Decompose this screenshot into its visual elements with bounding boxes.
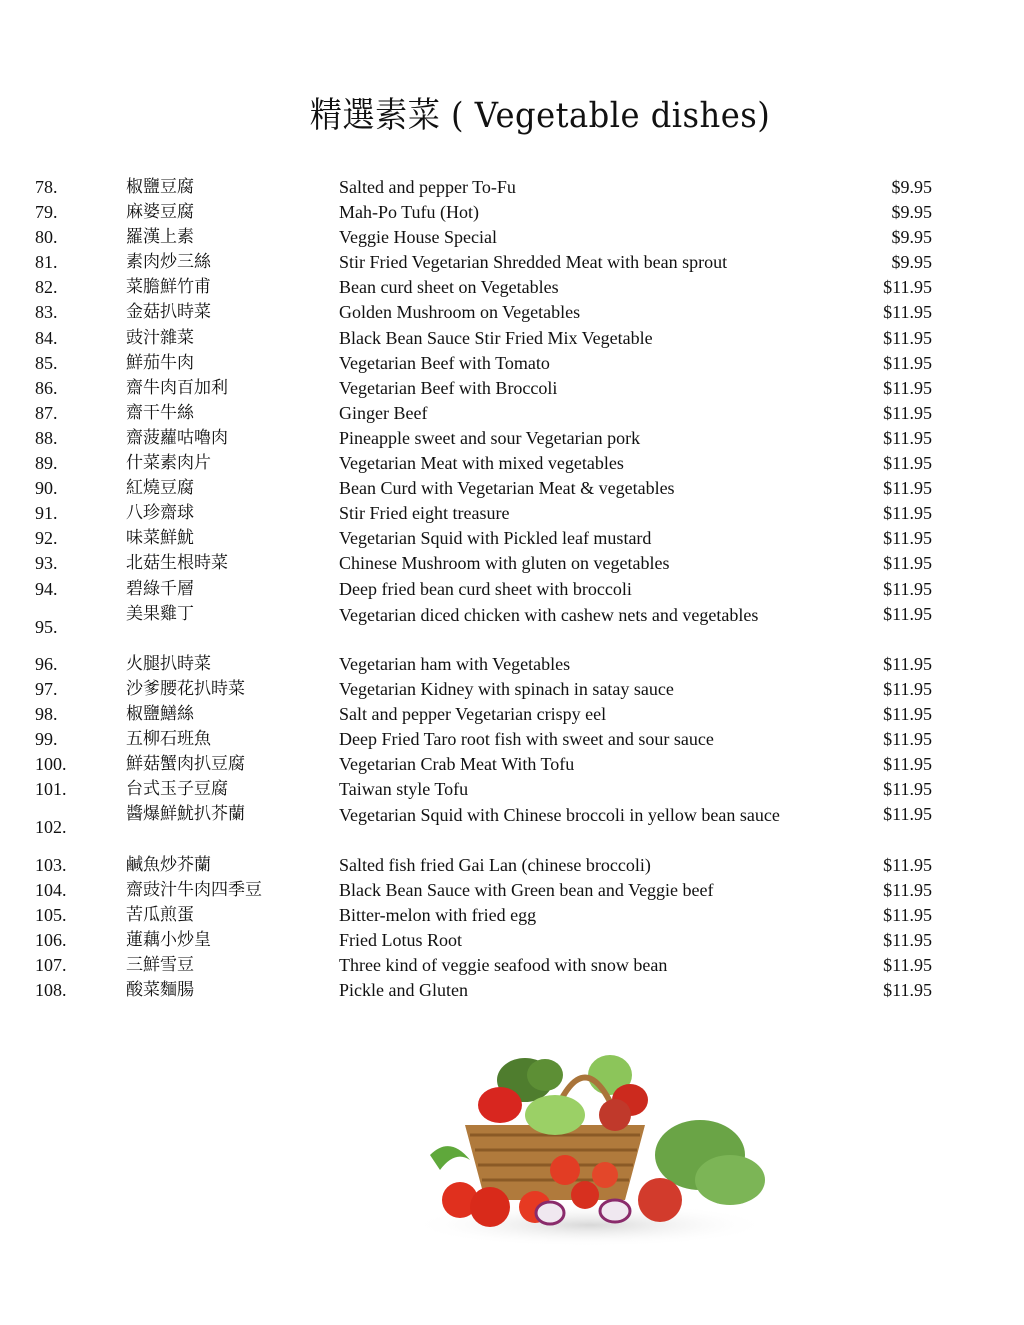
menu-item-price: $11.95: [883, 603, 932, 624]
menu-item-chinese-name: 齋牛肉百加利: [126, 377, 228, 398]
vegetable-basket-image: [400, 1035, 780, 1250]
menu-item-english-name: Pickle and Gluten: [339, 980, 468, 1000]
menu-item-price: $11.95: [883, 729, 932, 750]
menu-item-chinese-name: 鮮菇蟹肉扒豆腐: [126, 754, 245, 775]
menu-item: [0, 602, 1024, 652]
menu-item-number: 86.: [35, 377, 58, 398]
menu-item-english-name: Bean Curd with Vegetarian Meat & vegetables: [339, 478, 675, 499]
menu-item-number: 87.: [35, 402, 58, 423]
menu-item: [0, 225, 1024, 250]
menu-item: [0, 200, 1024, 225]
menu-item-chinese-name: 三鮮雪豆: [126, 954, 194, 975]
menu-item: [0, 501, 1024, 526]
menu-item-price: $11.95: [883, 879, 932, 900]
menu-item-chinese-name: 麻婆豆腐: [126, 202, 194, 223]
menu-item-price: $11.95: [883, 703, 932, 724]
menu-item-english-name: Deep fried bean curd sheet with broccoli: [339, 578, 632, 599]
menu-item-number: 96.: [35, 653, 58, 674]
menu-item-english-name: Ginger Beef: [339, 402, 428, 423]
menu-item-english-name: Vegetarian Squid with Pickled leaf mustard: [339, 528, 652, 549]
menu-item: [0, 476, 1024, 501]
menu-item-english-name: Vegetarian ham with Vegetables: [339, 653, 571, 674]
menu-item-chinese-name: 沙爹腰花扒時菜: [126, 678, 245, 699]
menu-item-english-name: Black Bean Sauce with Green bean and Veggie beef: [339, 879, 714, 900]
menu-item: [0, 702, 1024, 727]
menu-item-chinese-name: 紅燒豆腐: [126, 478, 194, 499]
page-title: 精選素菜 ( Vegetable dishes): [309, 96, 771, 136]
menu-item-chinese-name: 美果雞丁: [126, 603, 194, 624]
menu-item-number: 106.: [35, 929, 67, 950]
menu-item-number: 90.: [35, 478, 58, 499]
menu-item: [0, 802, 1024, 852]
menu-list: [0, 175, 1024, 1003]
menu-item-number: 94.: [35, 578, 58, 599]
menu-item-price: $9.95: [891, 227, 932, 248]
menu-item-price: $11.95: [883, 578, 932, 599]
menu-item-english-name: Black Bean Sauce Stir Fried Mix Vegetable: [339, 327, 653, 348]
menu-item-price: $11.95: [883, 503, 932, 524]
menu-item-chinese-name: 齋干牛絲: [126, 402, 194, 423]
menu-item-chinese-name: 椒鹽鱔絲: [126, 703, 194, 724]
menu-item-number: 100.: [35, 754, 67, 775]
menu-item-chinese-name: 蓮藕小炒皇: [126, 929, 211, 950]
menu-item: [0, 903, 1024, 928]
menu-item-number: 95.: [35, 616, 58, 637]
menu-item-number: 79.: [35, 202, 58, 223]
menu-item-english-name: Veggie House Special: [339, 227, 497, 248]
menu-item: [0, 326, 1024, 351]
menu-item-chinese-name: 齋豉汁牛肉四季豆: [126, 879, 262, 900]
menu-item-price: $11.95: [883, 904, 932, 925]
menu-item-english-name: Golden Mushroom on Vegetables: [339, 302, 581, 323]
menu-item-english-name: Salted and pepper To-Fu: [339, 177, 516, 197]
menu-item-number: 78.: [35, 177, 58, 197]
menu-item-english-name: Salt and pepper Vegetarian crispy eel: [339, 703, 607, 724]
menu-item-price: $11.95: [883, 377, 932, 398]
menu-item-chinese-name: 菜膽鮮竹甫: [126, 277, 211, 298]
menu-item: [0, 928, 1024, 953]
menu-item-chinese-name: 北菇生根時菜: [126, 553, 228, 574]
menu-item-number: 84.: [35, 327, 58, 348]
menu-item-number: 83.: [35, 302, 58, 323]
menu-item-chinese-name: 鮮茄牛肉: [126, 352, 194, 373]
menu-item: [0, 978, 1024, 1003]
menu-item-number: 85.: [35, 352, 58, 373]
menu-item: [0, 727, 1024, 752]
menu-item-price: $11.95: [883, 402, 932, 423]
menu-item-number: 101.: [35, 779, 67, 800]
menu-item-number: 107.: [35, 954, 67, 975]
menu-item-english-name: Stir Fried Vegetarian Shredded Meat with bean sprout: [339, 252, 728, 273]
menu-item-chinese-name: 齋菠蘿咕嚕肉: [126, 427, 228, 448]
menu-item: [0, 878, 1024, 903]
menu-item-english-name: Taiwan style Tofu: [339, 779, 469, 800]
menu-item-price: $11.95: [883, 854, 932, 875]
menu-item-chinese-name: 羅漢上素: [126, 227, 194, 248]
menu-item-english-name: Stir Fried eight treasure: [339, 503, 510, 524]
menu-item-number: 91.: [35, 503, 58, 524]
menu-item-number: 103.: [35, 854, 67, 875]
menu-item-english-name: Bitter-melon with fried egg: [339, 904, 537, 925]
menu-item: [0, 577, 1024, 602]
menu-item-chinese-name: 什菜素肉片: [126, 453, 211, 474]
menu-item-chinese-name: 苦瓜煎蛋: [126, 904, 194, 925]
menu-item: [0, 451, 1024, 476]
menu-item-price: $11.95: [883, 929, 932, 950]
menu-item: [0, 275, 1024, 300]
menu-item-chinese-name: 五柳石班魚: [126, 729, 211, 750]
menu-item-number: 98.: [35, 703, 58, 724]
menu-item: [0, 752, 1024, 777]
menu-item-number: 102.: [35, 817, 67, 838]
menu-item-price: $11.95: [883, 754, 932, 775]
menu-item-price: $11.95: [883, 528, 932, 549]
menu-item-chinese-name: 味菜鮮魷: [126, 528, 194, 549]
menu-item-number: 99.: [35, 729, 58, 750]
menu-item-number: 88.: [35, 427, 58, 448]
menu-item-price: $11.95: [883, 804, 932, 825]
menu-item-chinese-name: 金菇扒時菜: [126, 302, 211, 323]
menu-item-chinese-name: 八珍齋球: [126, 503, 194, 524]
menu-item-chinese-name: 豉汁雜菜: [126, 327, 194, 348]
menu-item-number: 97.: [35, 678, 58, 699]
menu-item-price: $11.95: [883, 478, 932, 499]
menu-item-english-name: Bean curd sheet on Vegetables: [339, 277, 559, 298]
menu-item: [0, 652, 1024, 677]
menu-item: [0, 953, 1024, 978]
menu-item-price: $11.95: [883, 553, 932, 574]
menu-item: [0, 853, 1024, 878]
menu-item-chinese-name: 醬爆鮮魷扒芥蘭: [126, 804, 245, 825]
menu-item-english-name: Vegetarian Kidney with spinach in satay sauce: [339, 678, 674, 699]
menu-item-chinese-name: 素肉炒三絲: [126, 252, 211, 273]
menu-item-price: $9.95: [891, 177, 932, 197]
menu-item-number: 108.: [35, 980, 67, 1000]
menu-item-chinese-name: 台式玉子豆腐: [126, 779, 228, 800]
menu-item-english-name: Mah-Po Tufu (Hot): [339, 202, 480, 223]
menu-item-english-name: Chinese Mushroom with gluten on vegetables: [339, 553, 670, 574]
menu-item-number: 89.: [35, 453, 58, 474]
menu-item: [0, 526, 1024, 551]
menu-item: [0, 351, 1024, 376]
menu-item-english-name: Vegetarian Beef with Tomato: [339, 352, 550, 373]
menu-item-price: $11.95: [883, 678, 932, 699]
menu-item-english-name: Three kind of veggie seafood with snow bean: [339, 954, 668, 975]
menu-item-number: 105.: [35, 904, 67, 925]
menu-item-price: $11.95: [883, 453, 932, 474]
menu-item-price: $11.95: [883, 427, 932, 448]
menu-item: [0, 401, 1024, 426]
menu-item: [0, 376, 1024, 401]
menu-item-english-name: Deep Fried Taro root fish with sweet and sour sauce: [339, 729, 714, 750]
menu-item-number: 82.: [35, 277, 58, 298]
menu-item-price: $9.95: [891, 202, 932, 223]
menu-item-price: $11.95: [883, 653, 932, 674]
menu-item: [0, 677, 1024, 702]
menu-item-price: $9.95: [891, 252, 932, 273]
menu-item-english-name: Vegetarian diced chicken with cashew nets and vegetables: [339, 604, 759, 625]
menu-item-number: 81.: [35, 252, 58, 273]
menu-item-english-name: Vegetarian Crab Meat With Tofu: [339, 754, 575, 775]
menu-item-price: $11.95: [883, 302, 932, 323]
menu-item-number: 92.: [35, 528, 58, 549]
menu-item: [0, 300, 1024, 325]
menu-item-chinese-name: 火腿扒時菜: [126, 653, 211, 674]
menu-item: [0, 551, 1024, 576]
menu-item-chinese-name: 椒鹽豆腐: [126, 177, 194, 197]
menu-item: [0, 250, 1024, 275]
menu-item-english-name: Fried Lotus Root: [339, 929, 463, 950]
menu-item: [0, 175, 1024, 200]
menu-item-chinese-name: 碧綠千層: [126, 578, 194, 599]
menu-item-english-name: Vegetarian Meat with mixed vegetables: [339, 453, 624, 474]
menu-item-price: $11.95: [883, 327, 932, 348]
menu-item-price: $11.95: [883, 352, 932, 373]
menu-item-english-name: Vegetarian Beef with Broccoli: [339, 377, 558, 398]
menu-item-english-name: Vegetarian Squid with Chinese broccoli in yellow bean sauce: [339, 805, 780, 826]
menu-item-price: $11.95: [883, 980, 932, 1000]
menu-item-number: 104.: [35, 879, 67, 900]
menu-item: [0, 426, 1024, 451]
menu-item-price: $11.95: [883, 779, 932, 800]
menu-item-chinese-name: 鹹魚炒芥蘭: [126, 854, 211, 875]
menu-item-number: 93.: [35, 553, 58, 574]
menu-item-english-name: Salted fish fried Gai Lan (chinese broccoli): [339, 854, 651, 875]
menu-item-english-name: Pineapple sweet and sour Vegetarian pork: [339, 427, 641, 448]
menu-item-price: $11.95: [883, 954, 932, 975]
menu-item-chinese-name: 酸菜麵腸: [126, 980, 194, 1000]
menu-item: [0, 777, 1024, 802]
menu-item-price: $11.95: [883, 277, 932, 298]
menu-item-number: 80.: [35, 227, 58, 248]
